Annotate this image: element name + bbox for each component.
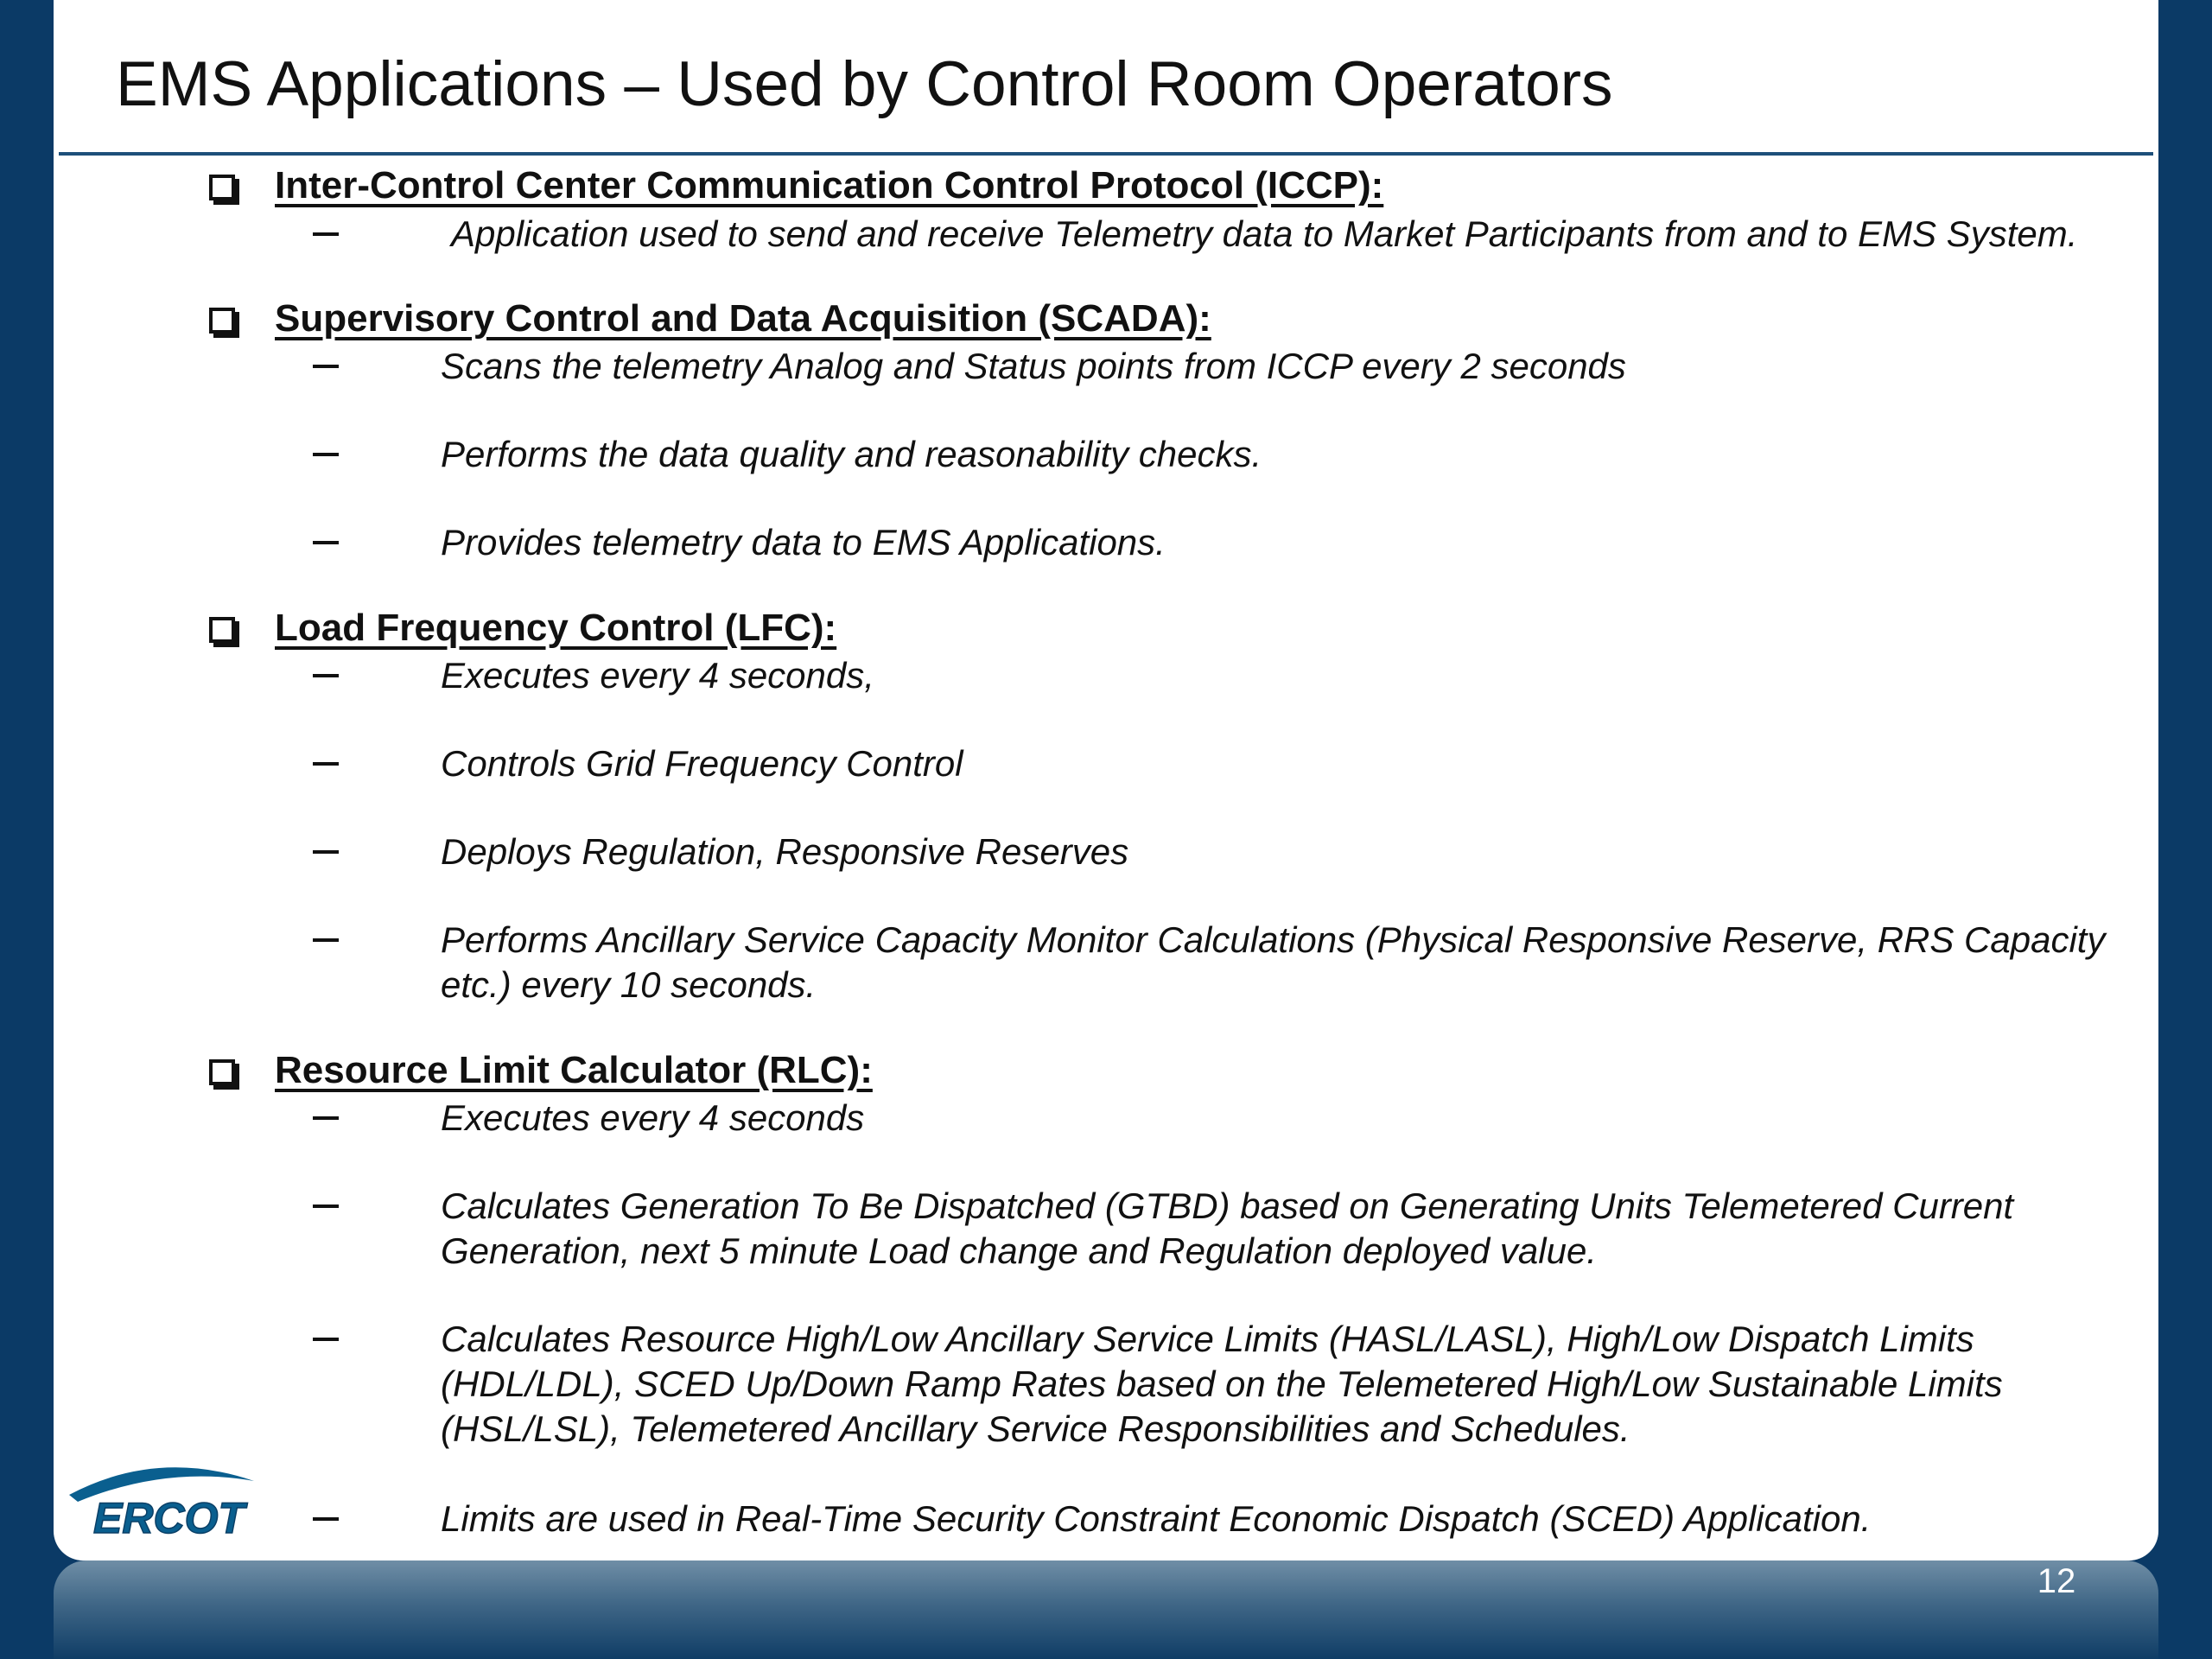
checkbox-bullet-icon — [209, 308, 235, 334]
dash-bullet-icon — [313, 1205, 339, 1208]
checkbox-bullet-icon — [209, 1059, 235, 1085]
slide — [54, 0, 2158, 1560]
svg-text:ERCOT: ERCOT — [93, 1494, 245, 1542]
checkbox-bullet-icon — [209, 175, 235, 200]
dash-bullet-icon — [313, 674, 339, 677]
dash-bullet-icon — [313, 541, 339, 544]
checkbox-bullet-icon — [209, 617, 235, 643]
dash-bullet-icon — [313, 1517, 339, 1521]
footer-bar — [54, 1560, 2158, 1659]
slide-title: EMS Applications – Used by Control Room Operators — [116, 49, 1613, 119]
dash-bullet-icon — [313, 1116, 339, 1120]
dash-bullet-icon — [313, 232, 339, 236]
slide-content: Inter-Control Center Communication Control Protocol (ICCP): Application used to send and receive Telemetry data to Market Participants from and to EMS System. Supervisory Control and Data Acquisition (SCADA): Scans the telemetry Analog and Status points from ICCP every 2 seconds Performs the data quality and reasonability checks. Provides telemetry data to EMS Applications. Load Frequency Control (LFC): Executes every 4 seconds, Controls Grid Frequency Control Deploys Regulation, Responsive Reserves Performs Ancillary Service Capacity Monitor Calculations (Physical Responsive Reserve, RRS Capacity etc.) every 10 seconds. Resource Limit Calculator (RLC): Executes every 4 seconds Calculates Generation To Be Dispatched (GTBD) based on Generating Units Telemetered Current Generation, next 5 minute Load change and Regulation deployed value. Calculates Resource High/Low Ancillary Service Limits (HASL/LASL), High/Low Dispatch Limits (HDL/LDL), SCED Up/Down Ramp Rates based on the Telemetered High/Low Sustainable Limits (HSL/LSL), Telemetered Ancillary Service Responsibilities and Schedules. Limits are used in Real-Time Security Constraint Economic Dispatch (SCED) Application. — [54, 0, 2158, 1560]
dash-bullet-icon — [313, 453, 339, 456]
dash-bullet-icon — [313, 938, 339, 942]
dash-bullet-icon — [313, 365, 339, 368]
dash-bullet-icon — [313, 850, 339, 854]
ercot-logo — [62, 1452, 261, 1547]
dash-bullet-icon — [313, 762, 339, 766]
dash-bullet-icon — [313, 1338, 339, 1341]
page-number: 12 — [2037, 1562, 2076, 1600]
